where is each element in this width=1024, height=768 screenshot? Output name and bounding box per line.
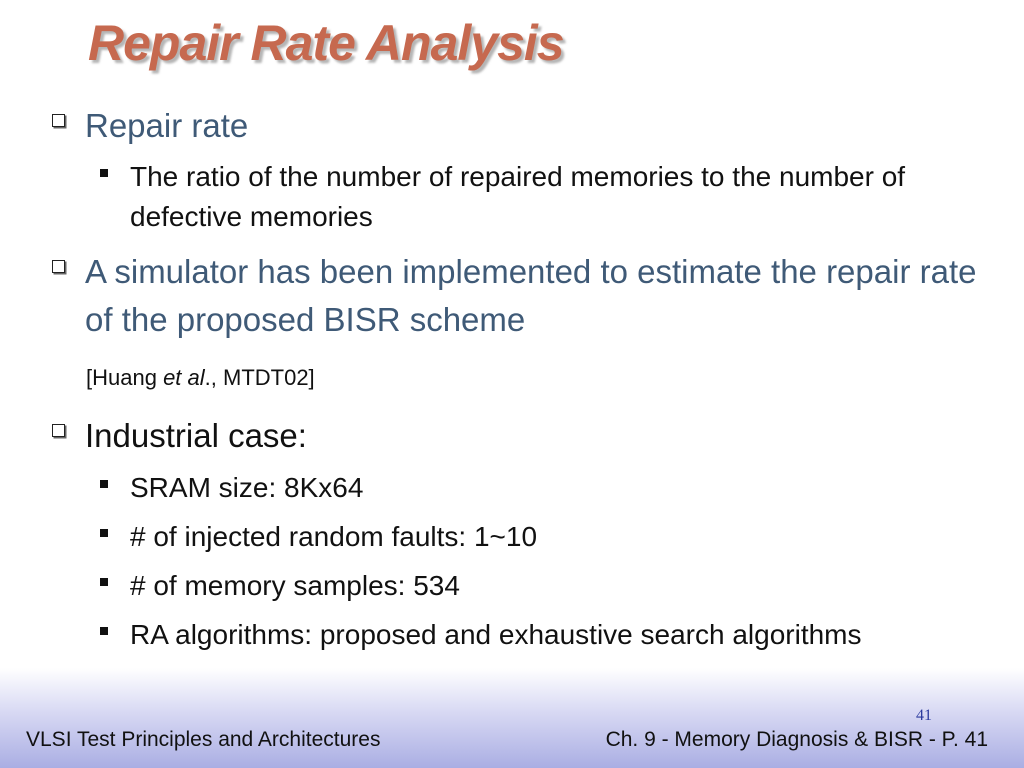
footer-chapter-page: Ch. 9 - Memory Diagnosis & BISR - P. 41	[605, 728, 988, 751]
filled-square-bullet-icon	[100, 169, 108, 177]
citation-suffix: ., MTDT02]	[204, 365, 315, 390]
bullet-simulator	[52, 248, 982, 344]
filled-square-bullet-icon	[100, 627, 108, 635]
sub-bullet-ratio	[100, 157, 960, 237]
bullet-text: A simulator has been implemented to estimate the repair rate of the proposed BISR scheme	[85, 253, 977, 338]
citation	[86, 365, 315, 391]
filled-square-bullet-icon	[100, 529, 108, 537]
citation-italic: et al	[163, 365, 205, 390]
sub-bullet-injected-faults	[100, 517, 537, 557]
sub-bullet-text: # of memory samples: 534	[130, 570, 460, 601]
filled-square-bullet-icon	[100, 578, 108, 586]
sub-bullet-text: The ratio of the number of repaired memories to the number of defective memories	[130, 161, 906, 232]
citation-prefix: [Huang	[86, 365, 164, 390]
sub-bullet-sram-size	[100, 468, 363, 508]
bullet-text: Repair rate	[85, 107, 249, 144]
hollow-square-bullet-icon	[52, 260, 65, 273]
sub-bullet-text: SRAM size: 8Kx64	[130, 472, 364, 503]
footer-band	[0, 668, 1024, 768]
filled-square-bullet-icon	[100, 480, 108, 488]
sub-bullet-ra-algorithms	[100, 615, 900, 655]
hollow-square-bullet-icon	[52, 114, 65, 127]
hollow-square-bullet-icon	[52, 424, 65, 437]
sub-bullet-text: RA algorithms: proposed and exhaustive search algorithms	[130, 619, 862, 650]
bullet-text: Industrial case:	[85, 417, 307, 454]
slide-title: Repair Rate Analysis	[88, 15, 564, 71]
sub-bullet-memory-samples	[100, 566, 460, 606]
bullet-repair-rate	[52, 102, 248, 150]
bullet-industrial-case	[52, 412, 307, 460]
page-number: 41	[916, 707, 932, 724]
sub-bullet-text: # of injected random faults: 1~10	[130, 521, 538, 552]
footer-course-title: VLSI Test Principles and Architectures	[26, 728, 381, 751]
